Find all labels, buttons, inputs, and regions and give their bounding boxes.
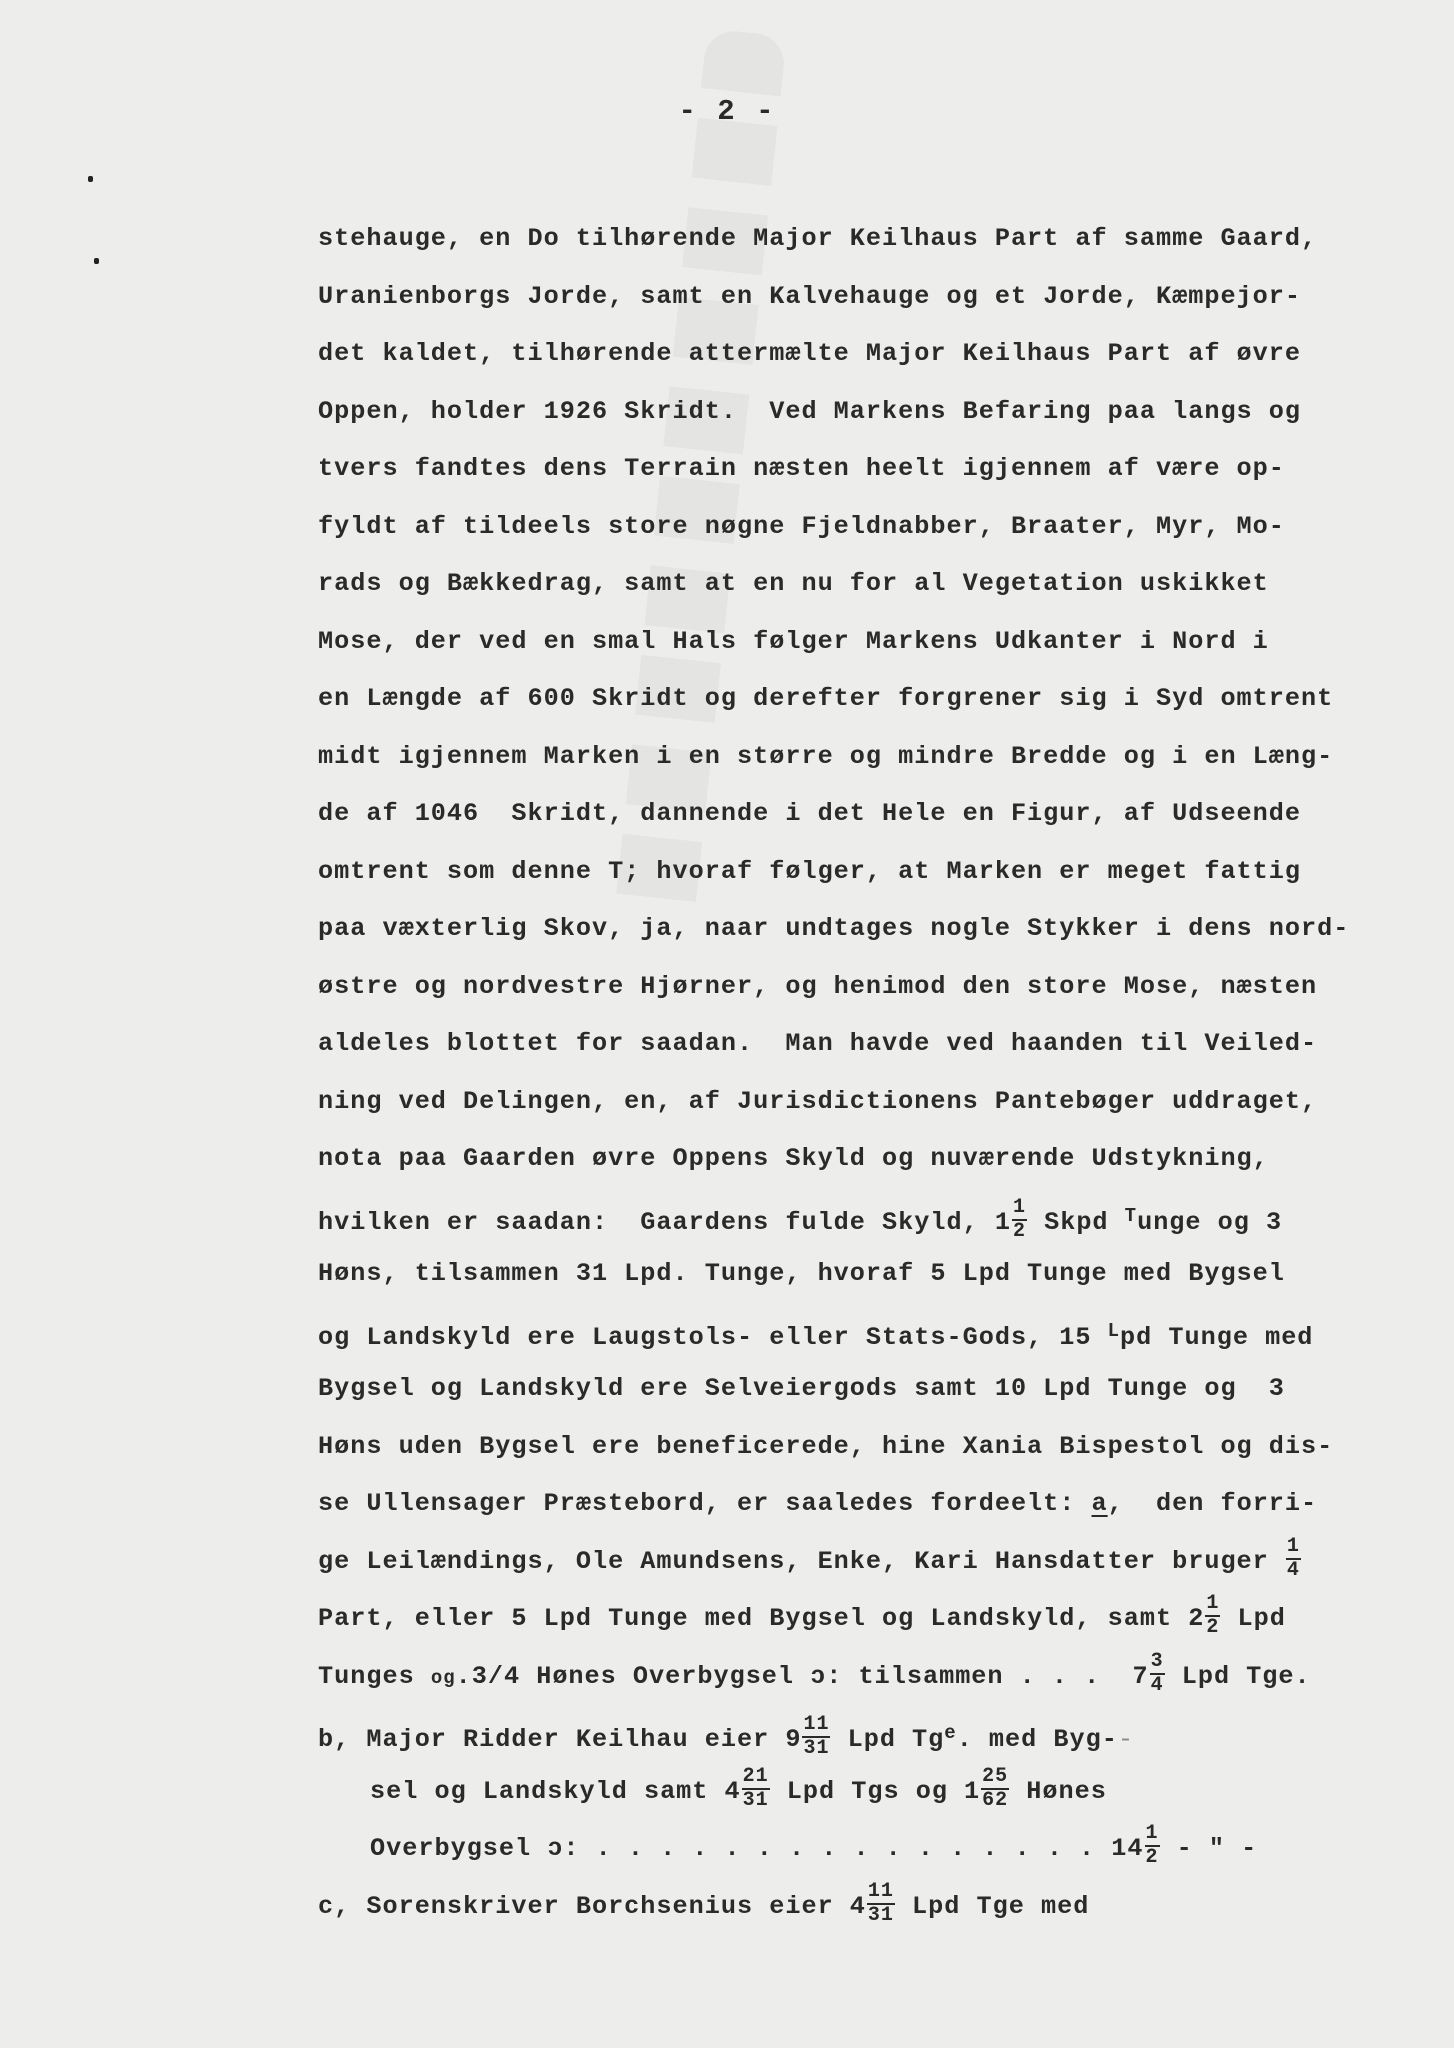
text-segment: Lpd Tg bbox=[831, 1725, 945, 1754]
fraction bbox=[1150, 1649, 1165, 1697]
fraction-denominator: 31 bbox=[803, 1737, 830, 1761]
superscript: e bbox=[944, 1722, 957, 1744]
text-line: Mose, der ved en smal Hals følger Markens Udkanter i Nord i bbox=[318, 626, 1269, 656]
underlined-letter: a bbox=[1091, 1489, 1108, 1518]
text-line bbox=[318, 1303, 1428, 1361]
text-line bbox=[318, 1475, 1428, 1533]
text-line: rads og Bækkedrag, samt at en nu for al Vegetation uskikket bbox=[318, 569, 1269, 598]
page-number: - 2 - bbox=[678, 95, 776, 128]
text-line: de af 1046 Skridt, dannende i det Hele en Figur, af Udseende bbox=[318, 799, 1302, 828]
fraction-denominator: 62 bbox=[982, 1788, 1009, 1812]
fraction bbox=[802, 1715, 830, 1759]
text-line: Bygsel og Landskyld ere Selveiergods samt 10 Lpd Tunge og 3 bbox=[318, 1374, 1285, 1403]
text-line: tvers fandtes dens Terrain næsten heelt igjennem af være op- bbox=[318, 454, 1285, 483]
text-segment: Hønes bbox=[1010, 1776, 1107, 1806]
text-segment: Lpd Tge med bbox=[895, 1891, 1090, 1921]
text-line: ning ved Delingen, en, af Jurisdictionens Pantebøger uddraget, bbox=[318, 1086, 1318, 1116]
text-line bbox=[318, 1648, 1428, 1706]
text-segment: - " - bbox=[1160, 1834, 1258, 1863]
text-segment: , den forri- bbox=[1107, 1489, 1318, 1518]
fraction bbox=[981, 1764, 1009, 1812]
fraction-numerator: 1 bbox=[1145, 1822, 1159, 1846]
text-line: Oppen, holder 1926 Skridt. Ved Markens Befaring paa langs og bbox=[318, 396, 1302, 426]
text-segment: unge og 3 bbox=[1137, 1207, 1283, 1237]
text-segment: Skpd bbox=[1027, 1207, 1125, 1237]
fraction-numerator: 1 bbox=[1012, 1195, 1026, 1219]
fraction bbox=[1286, 1534, 1301, 1582]
text-line bbox=[318, 1188, 1428, 1246]
text-segment: c, Sorenskriver Borchsenius eier 4 bbox=[318, 1891, 866, 1921]
text-segment: b, Major Ridder Keilhau eier 9 bbox=[318, 1725, 802, 1754]
text-segment: pd Tunge med bbox=[1120, 1322, 1314, 1352]
fraction-denominator: 31 bbox=[742, 1788, 769, 1812]
text-line: Uranienborgs Jorde, samt en Kalvehauge og et Jorde, Kæmpejor- bbox=[318, 281, 1302, 311]
text-line bbox=[318, 1705, 1428, 1763]
handwritten-insert: og bbox=[430, 1666, 456, 1689]
fraction-numerator: 25 bbox=[982, 1764, 1009, 1788]
text-line: det kaldet, tilhørende attermælte Major Keilhaus Part af øvre bbox=[318, 339, 1302, 368]
text-line bbox=[318, 1590, 1428, 1648]
faint-mark: - bbox=[1117, 1725, 1134, 1754]
fraction-numerator: 1 bbox=[1286, 1534, 1300, 1558]
text-line: nota paa Gaarden øvre Oppens Skyld og nuværende Udstykning, bbox=[318, 1144, 1269, 1173]
text-line: Høns uden Bygsel ere beneficerede, hine Xania Bispestol og dis- bbox=[318, 1431, 1334, 1461]
text-line: østre og nordvestre Hjørner, og henimod den store Mose, næsten bbox=[318, 971, 1318, 1001]
superscript: L bbox=[1107, 1319, 1121, 1342]
text-line: Høns, tilsammen 31 Lpd. Tunge, hvoraf 5 Lpd Tunge med Bygsel bbox=[318, 1259, 1285, 1288]
fraction-denominator: 4 bbox=[1150, 1673, 1164, 1697]
text-line: omtrent som denne T; hvoraf følger, at Marken er meget fattig bbox=[318, 856, 1302, 886]
text-line bbox=[318, 1763, 1428, 1821]
fraction-numerator: 1 bbox=[1206, 1592, 1220, 1616]
fraction bbox=[742, 1764, 770, 1812]
margin-mark bbox=[88, 176, 93, 182]
fraction bbox=[1145, 1824, 1160, 1868]
fraction bbox=[1012, 1195, 1027, 1243]
fraction-denominator: 31 bbox=[867, 1903, 894, 1927]
text-line: en Længde af 600 Skridt og derefter forgrener sig i Syd omtrent bbox=[318, 684, 1334, 713]
fraction-denominator: 2 bbox=[1145, 1846, 1159, 1870]
text-segment: og Landskyld ere Laugstols- eller Stats-Gods, 15 bbox=[318, 1322, 1108, 1352]
text-line: aldeles blottet for saadan. Man havde ved haanden til Veiled- bbox=[318, 1029, 1318, 1058]
text-segment: ge Leilændings, Ole Amundsens, Enke, Kari Hansdatter bruger bbox=[318, 1546, 1285, 1576]
fraction bbox=[1205, 1594, 1220, 1638]
text-segment: Tunges bbox=[318, 1661, 431, 1691]
text-segment: Lpd Tgs og 1 bbox=[770, 1776, 981, 1806]
text-segment: Lpd bbox=[1221, 1604, 1286, 1633]
text-line: midt igjennem Marken i en større og mindre Bredde og i en Læng- bbox=[318, 741, 1334, 771]
text-segment: . med Byg- bbox=[956, 1725, 1118, 1754]
text-segment: .3/4 Hønes Overbygsel ɔ: tilsammen . . . 7 bbox=[455, 1661, 1149, 1691]
body-text bbox=[318, 210, 1428, 1935]
text-line: paa væxterlig Skov, ja, naar undtages nogle Stykker i dens nord- bbox=[318, 914, 1350, 943]
fraction-numerator: 11 bbox=[867, 1879, 894, 1903]
text-segment: Overbygsel ɔ: . . . . . . . . . . . . . . . . 14 bbox=[370, 1834, 1144, 1863]
text-segment: sel og Landskyld samt 4 bbox=[370, 1776, 741, 1806]
text-line bbox=[318, 1533, 1428, 1591]
text-line: fyldt af tildeels store nøgne Fjeldnabber, Braater, Myr, Mo- bbox=[318, 511, 1285, 541]
text-segment: hvilken er saadan: Gaardens fulde Skyld, 1 bbox=[318, 1207, 1011, 1237]
text-segment: Lpd Tge. bbox=[1165, 1661, 1311, 1691]
fraction-numerator: 21 bbox=[742, 1764, 769, 1788]
fraction-numerator: 3 bbox=[1150, 1649, 1164, 1673]
fraction bbox=[867, 1879, 895, 1927]
text-line bbox=[318, 1878, 1428, 1936]
margin-mark bbox=[94, 258, 99, 264]
fraction-denominator: 2 bbox=[1012, 1219, 1026, 1243]
superscript: T bbox=[1124, 1204, 1138, 1227]
text-segment: se Ullensager Præstebord, er saaledes fordeelt: bbox=[318, 1489, 1092, 1518]
fraction-denominator: 2 bbox=[1206, 1616, 1220, 1640]
text-segment: Part, eller 5 Lpd Tunge med Bygsel og Landskyld, samt 2 bbox=[318, 1604, 1205, 1633]
text-line bbox=[318, 1820, 1428, 1878]
fraction-denominator: 4 bbox=[1286, 1558, 1300, 1582]
fraction-numerator: 11 bbox=[803, 1713, 830, 1737]
text-line: stehauge, en Do tilhørende Major Keilhaus Part af samme Gaard, bbox=[318, 224, 1318, 253]
